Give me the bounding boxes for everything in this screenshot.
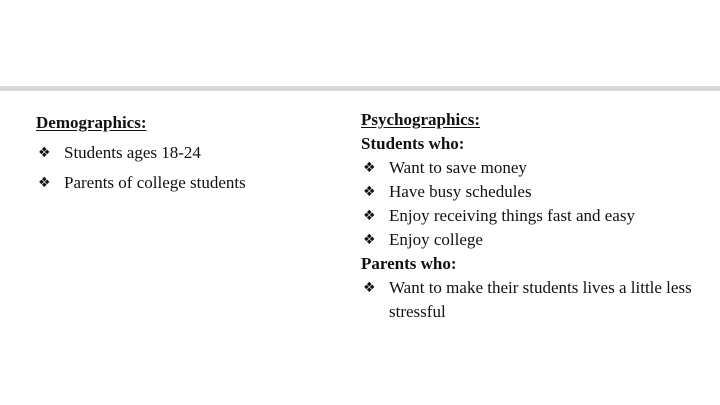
list-item [361,156,706,180]
parents-list [361,276,706,324]
list-item [361,180,706,204]
demographics-column [36,108,336,198]
four-diamond-bullet-icon: ❖ [363,232,376,248]
parents-label: Parents who: [361,254,457,273]
list-item [36,138,336,168]
list-item-text: Want to save money [389,158,527,177]
students-list [361,156,706,252]
list-item [361,204,706,228]
list-item-text: Parents of college students [64,173,246,192]
four-diamond-bullet-icon: ❖ [363,208,376,224]
list-item-text: Enjoy college [389,230,483,249]
list-item-text: Enjoy receiving things fast and easy [389,206,635,225]
list-item-text: Students ages 18-24 [64,143,201,162]
four-diamond-bullet-icon: ❖ [38,145,51,161]
four-diamond-bullet-icon: ❖ [38,175,51,191]
four-diamond-bullet-icon: ❖ [363,280,376,296]
four-diamond-bullet-icon: ❖ [363,160,376,176]
four-diamond-bullet-icon: ❖ [363,184,376,200]
list-item [36,168,336,198]
demographics-list [36,138,336,198]
list-item-text: Have busy schedules [389,182,532,201]
list-item [361,276,706,324]
psychographics-column [361,108,706,324]
list-item-text: Want to make their students lives a little less stressful [389,278,692,321]
top-divider [0,86,720,91]
psychographics-heading: Psychographics: [361,110,480,129]
students-label: Students who: [361,134,465,153]
list-item [361,228,706,252]
demographics-heading: Demographics: [36,113,147,132]
